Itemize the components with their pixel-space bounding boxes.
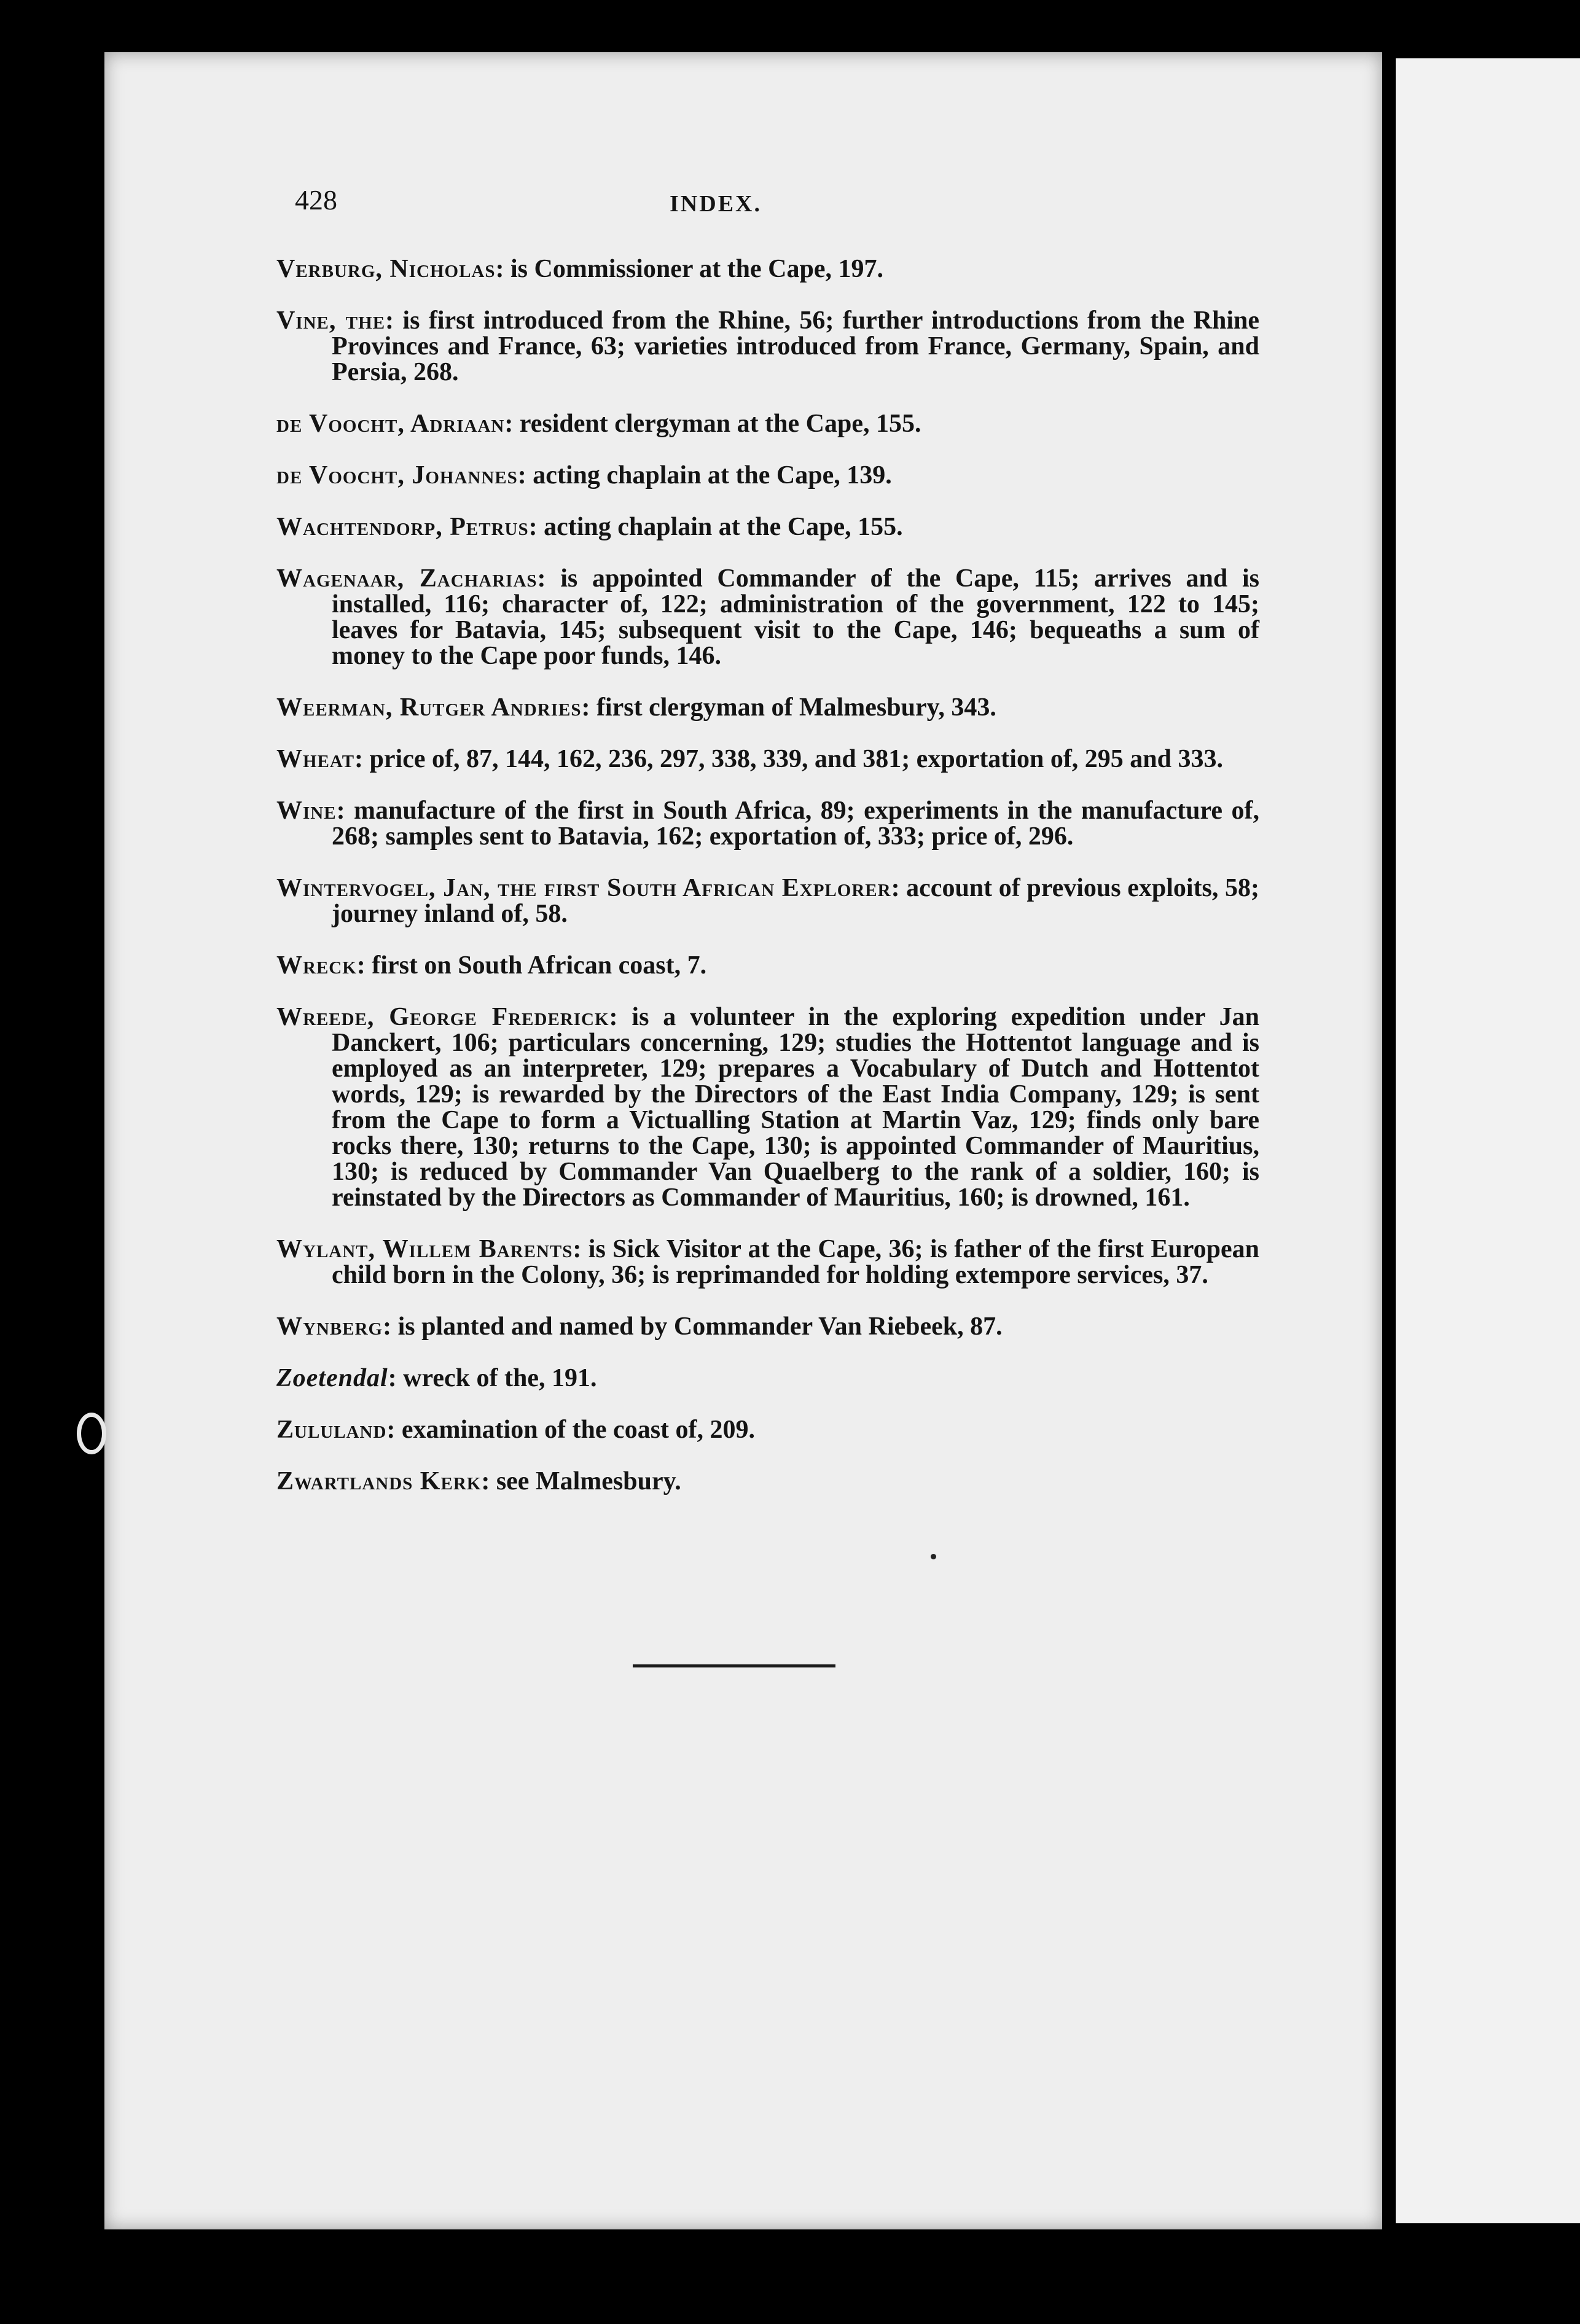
ink-speck: [931, 1554, 936, 1559]
end-rule: [633, 1664, 835, 1667]
index-entries: [172, 256, 1259, 1494]
entry-text: : see Malmesbury.: [481, 1467, 681, 1495]
entry-heading: Zwartlands Kerk: [276, 1467, 482, 1495]
entry-text: : resident clergyman at the Cape, 155.: [504, 410, 921, 438]
index-entry: [276, 1417, 1259, 1443]
index-entry: [276, 308, 1259, 385]
entry-text: : is planted and named by Commander Van Riebeek, 87.: [383, 1312, 1003, 1341]
entry-heading: Vine, the: [276, 306, 386, 335]
entry-text: : first on South African coast, 7.: [356, 951, 707, 980]
facing-page-edge: [1396, 58, 1580, 2223]
entry-text: : account of previous exploits, 58; journey inland of, 58.: [332, 874, 1259, 928]
index-entry: [276, 953, 1259, 978]
entry-heading: de Voocht, Johannes: [276, 461, 518, 489]
index-entry: [276, 746, 1259, 772]
entry-text: : acting chaplain at the Cape, 155.: [528, 513, 903, 541]
index-entry: [276, 695, 1259, 720]
entry-text: : first clergyman of Malmesbury, 343.: [581, 693, 996, 722]
index-entry: [276, 1004, 1259, 1211]
index-entry: [276, 875, 1259, 927]
entry-text: : examination of the coast of, 209.: [386, 1416, 756, 1444]
page-content: [172, 184, 1260, 1503]
entry-heading: Wine: [276, 797, 337, 825]
entry-heading: de Voocht, Adriaan: [276, 410, 505, 438]
entry-heading: Zoetendal: [276, 1364, 388, 1392]
entry-heading: Wreck: [276, 951, 357, 980]
entry-text: : is Sick Visitor at the Cape, 36; is father of the first European child born in the Colony, 36; is reprimanded for holding extempore services, 37.: [332, 1235, 1259, 1289]
index-entry: [276, 566, 1259, 669]
entry-heading: Zululand: [276, 1416, 387, 1444]
index-entry: [276, 1365, 1259, 1391]
running-head: INDEX.: [670, 191, 762, 217]
page-gutter: [1382, 58, 1396, 2223]
index-entry: [276, 256, 1259, 282]
entry-heading: Wynberg: [276, 1312, 383, 1341]
page-number: 428: [295, 184, 337, 216]
index-entry: [276, 798, 1259, 849]
index-entry: [276, 514, 1259, 540]
entry-heading: Weerman, Rutger Andries: [276, 693, 582, 722]
entry-text: : manufacture of the first in South Africa, 89; experiments in the manufacture of, 268; samples sent to Batavia, 162; exportation of, 333; price of, 296.: [332, 797, 1259, 851]
entry-heading: Wylant, Willem Barents: [276, 1235, 573, 1263]
entry-text: : is appointed Commander of the Cape, 115; arrives and is installed, 116; character of, 122; administration of the government, 122 to 145; leaves for Batavia, 145; subsequent visit to the Cape, 146; bequeaths a sum of money to the Cape poor funds, 146.: [332, 564, 1259, 670]
index-entry: [276, 1468, 1259, 1494]
entry-heading: Wagenaar, Zacharias: [276, 564, 538, 593]
entry-heading: Wreede, George Frederick: [276, 1003, 609, 1031]
entry-text: : acting chaplain at the Cape, 139.: [517, 461, 892, 489]
index-entry: [276, 411, 1259, 437]
page-header: [172, 184, 1259, 230]
entry-text: : price of, 87, 144, 162, 236, 297, 338, 339, and 381; exportation of, 295 and 333.: [354, 745, 1224, 773]
scan-artifact: [77, 1413, 106, 1454]
entry-text: : is a volunteer in the exploring expedition under Jan Danckert, 106; particulars concerning, 129; studies the Hottentot language and is employed as an interpreter, 129; prepares a Vocabulary of Dutch and Hottentot words, 129; is rewarded by the Directors of the East India Company, 129; is sent from the Cape to form a Victualling Station at Martin Vaz, 129; finds only bare rocks there, 130; returns to the Cape, 130; is appointed Commander of Mauritius, 130; is reduced by Commander Van Quaelberg to the rank of a soldier, 160; is reinstated by the Directors as Commander of Mauritius, 160; is drowned, 161.: [332, 1003, 1260, 1212]
entry-text: : is first introduced from the Rhine, 56; further introductions from the Rhine Provinces and France, 63; varieties introduced from France, Germany, Spain, and Persia, 268.: [332, 306, 1259, 386]
entry-text: : is Commissioner at the Cape, 197.: [495, 255, 884, 283]
entry-heading: Wachtendorp, Petrus: [276, 513, 529, 541]
index-entry: [276, 1236, 1259, 1288]
entry-heading: Verburg, Nicholas: [276, 255, 496, 283]
index-entry: [276, 462, 1259, 488]
entry-heading: Wintervogel, Jan, the first South African Explorer: [276, 874, 891, 902]
index-entry: [276, 1314, 1259, 1339]
entry-text: : wreck of the, 191.: [388, 1364, 597, 1392]
entry-heading: Wheat: [276, 745, 355, 773]
